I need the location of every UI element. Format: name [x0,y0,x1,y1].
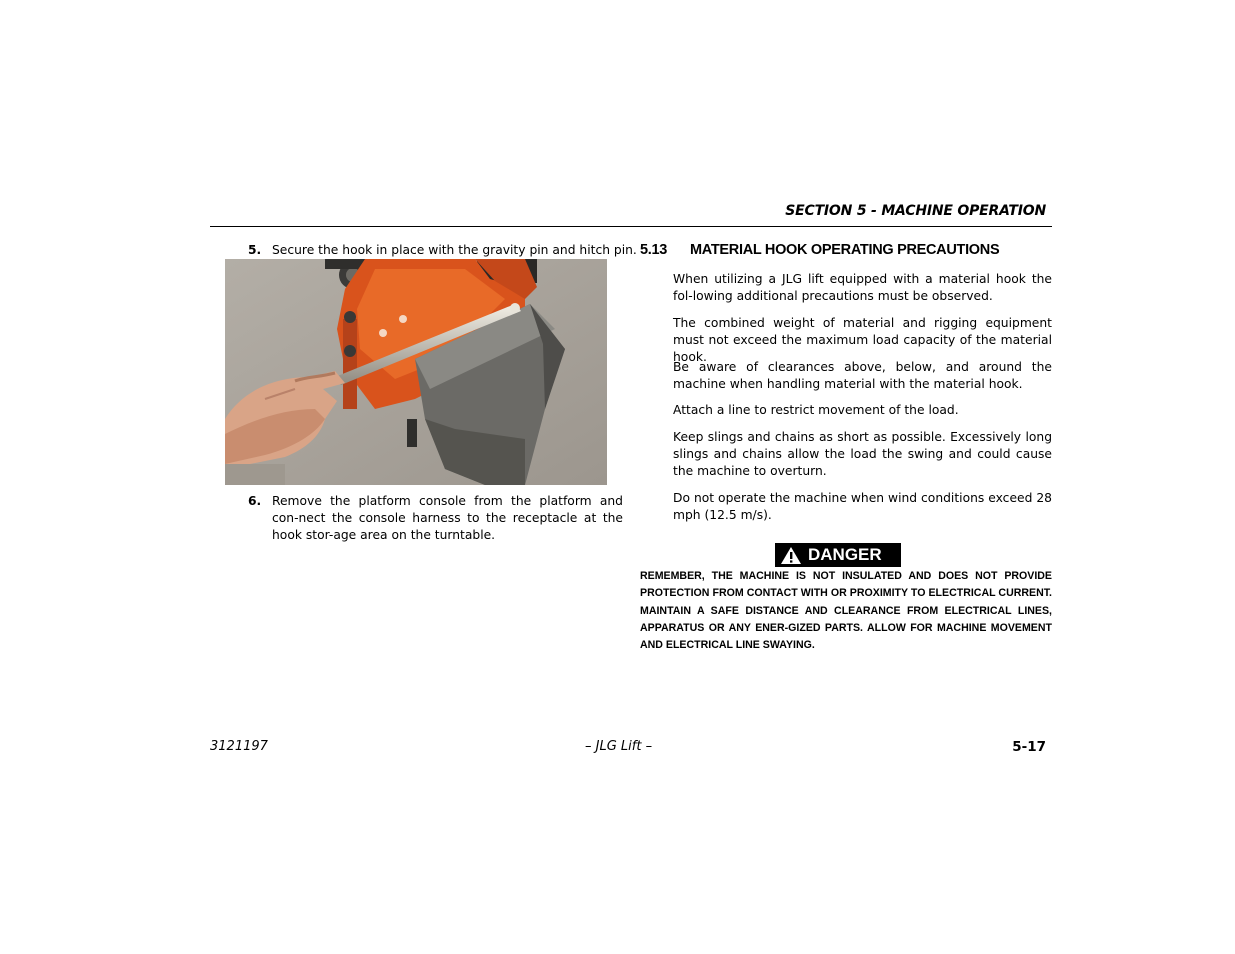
step-5 [248,242,637,260]
paragraph: Do not operate the machine when wind conditions exceed 28 mph (12.5 m/s). [673,491,1052,522]
hook-storage-photo [225,259,607,485]
footer-title: – JLG Lift – [585,739,653,754]
page-number: 5-17 [1012,739,1046,755]
section-header: SECTION 5 - MACHINE OPERATION [785,203,1046,219]
danger-badge [775,543,901,567]
step-text: Secure the hook in place with the gravity pin and hitch pin. [272,243,637,257]
danger-label: DANGER [808,545,882,564]
paragraph: Attach a line to restrict movement of the load. [673,403,959,417]
paragraph: The combined weight of material and rigging equipment must not exceed the maximum load capacity of the material hook. [673,316,1052,364]
header-rule [210,226,1052,227]
paragraph: Keep slings and chains as short as possible. Excessively long slings and chains allow the load the swing and could cause the machine to overturn. [673,430,1052,478]
step-text: Remove the platform console from the platform and con-nect the console harness to the receptacle at the hook stor-age area on the turntable. [272,494,623,542]
section-number: 5.13 [640,242,668,258]
paragraph: When utilizing a JLG lift equipped with a material hook the fol-lowing additional precautions must be observed. [673,272,1052,303]
step-number: 5. [248,243,262,257]
photo-illustration [225,259,607,485]
step-number: 6. [248,494,262,508]
section-heading: MATERIAL HOOK OPERATING PRECAUTIONS [690,242,1000,258]
doc-number: 3121197 [210,739,268,754]
warning-triangle-icon [780,546,802,565]
danger-message: REMEMBER, THE MACHINE IS NOT INSULATED AND DOES NOT PROVIDE PROTECTION FROM CONTACT WITH OR PROXIMITY TO ELECTRICAL CURRENT. MAINTAIN A SAFE DISTANCE AND CLEARANCE FROM ELECTRICAL LINES, APPARATUS OR ANY ENER-GIZED PARTS. ALLOW FOR MACHINE MOVEMENT AND ELECTRICAL LINE SWAYING. [640,570,1052,652]
step-6 [248,493,623,548]
paragraph: Be aware of clearances above, below, and around the machine when handling material with the material hook. [673,360,1052,391]
